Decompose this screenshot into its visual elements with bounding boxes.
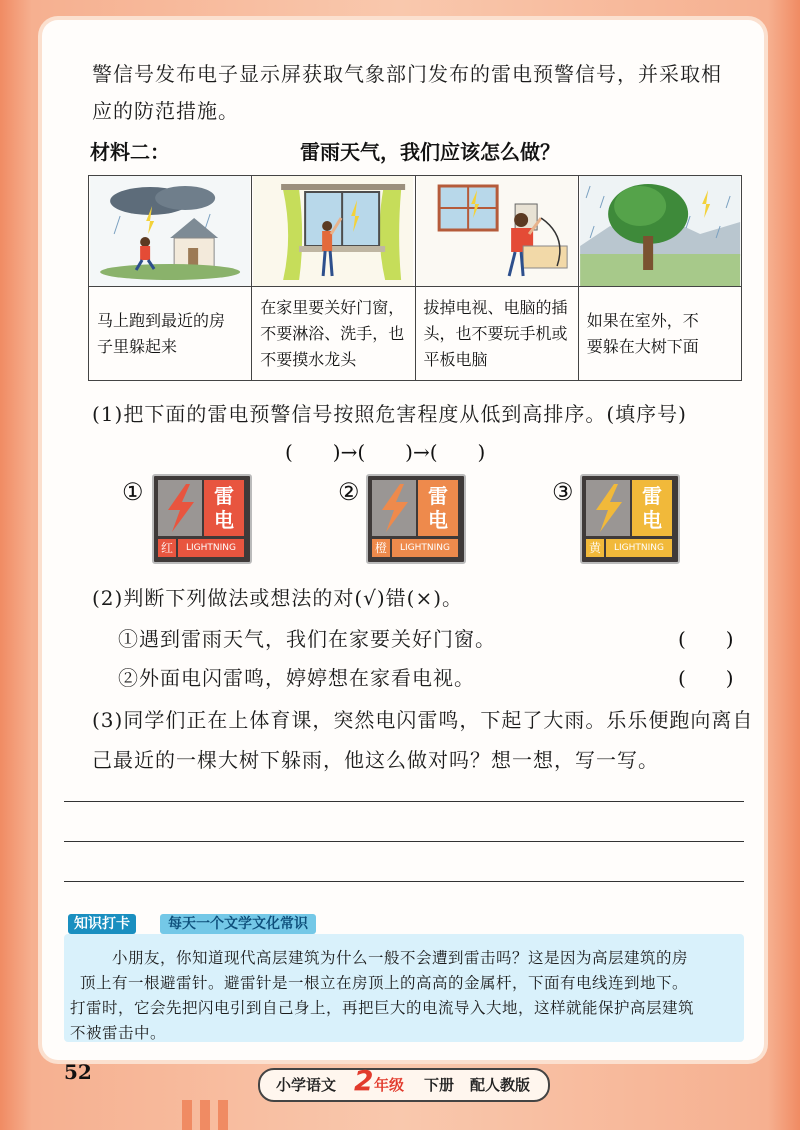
lightning-bolt-icon (586, 480, 630, 536)
ordering-blanks[interactable]: ( )→( )→( ) (285, 440, 486, 464)
footer-banner (258, 1064, 550, 1102)
signal-level: 黄 (586, 539, 604, 557)
knowledge-subtitle: 每天一个文学文化常识 (160, 914, 316, 934)
knowledge-body (64, 934, 744, 1042)
signal-number-3: ③ (552, 478, 574, 506)
footer-subject: 小学语文 (276, 1076, 337, 1094)
intro-line-1: 警信号发布电子显示屏获取气象部门发布的雷电预警信号，并采取相 (92, 62, 722, 86)
intro-line-2: 应的防范措施。 (92, 99, 239, 123)
lightning-bolt-icon (158, 480, 202, 536)
question-2-text: (2)判断下列做法或想法的对(√)错(×)。 (92, 586, 464, 610)
signal-word: LIGHTNING (606, 539, 672, 557)
caption-line: 马上跑到最近的房 (97, 310, 226, 330)
signal-word: LIGHTNING (392, 539, 458, 557)
running-to-house-illustration (89, 176, 251, 286)
caption-line: 在家里要关好门窗， (260, 297, 405, 317)
caption-cell-1 (89, 287, 252, 381)
picture-cell-3 (415, 176, 578, 287)
caption-line: 不要摸水龙头 (260, 349, 357, 369)
signal-chars: 雷 电 (418, 480, 458, 536)
footer-grade-text: 年级 (374, 1076, 405, 1094)
caption-line: 平板电脑 (423, 349, 488, 369)
closing-window-illustration (252, 176, 414, 286)
footer-edition: 配人教版 (470, 1076, 531, 1094)
signal-chars: 雷 电 (204, 480, 244, 536)
safety-table (88, 175, 742, 381)
signal-level: 红 (158, 539, 176, 557)
question-3-line-2: 己最近的一棵大树下躲雨，他这么做对吗？想一想，写一写。 (92, 748, 659, 772)
answer-paren-2[interactable]: ( ) (678, 666, 734, 690)
picture-cell-2 (252, 176, 415, 287)
writing-line-1[interactable] (64, 801, 744, 802)
writing-line-2[interactable] (64, 841, 744, 842)
caption-line: 如果在室外，不 (586, 310, 699, 330)
lightning-signal-red (152, 474, 252, 564)
question-2-item-1: ①遇到雷雨天气，我们在家要关好门窗。 (118, 627, 496, 651)
lightning-signal-orange (366, 474, 466, 564)
picture-cell-4 (578, 176, 741, 287)
caption-cell-3 (415, 287, 578, 381)
material-title: 雷雨天气，我们应该怎么做？ (300, 140, 560, 164)
knowledge-box (64, 912, 744, 1042)
knowledge-tag: 知识打卡 (68, 914, 136, 934)
caption-line: 头，也不要玩手机或 (423, 323, 568, 343)
signal-word: LIGHTNING (178, 539, 244, 557)
caption-cell-4 (578, 287, 741, 381)
lightning-bolt-icon (372, 480, 416, 536)
knowledge-line-4: 不被雷击中。 (70, 1024, 167, 1042)
binding-tabs (180, 1100, 240, 1130)
caption-cell-2 (252, 287, 415, 381)
question-1-text: (1)把下面的雷电预警信号按照危害程度从低到高排序。(填序号) (92, 402, 687, 426)
picture-cell-1 (89, 176, 252, 287)
tree-in-rain-illustration (579, 176, 741, 286)
material-label: 材料二： (90, 140, 170, 164)
unplugging-illustration (416, 176, 578, 286)
footer-term: 下册 (424, 1076, 455, 1094)
caption-line: 要躲在大树下面 (586, 336, 699, 356)
signal-level: 橙 (372, 539, 390, 557)
footer-grade-number: 2 (354, 1064, 374, 1097)
knowledge-line-1: 小朋友，你知道现代高层建筑为什么一般不会遭到雷击吗？这是因为高层建筑的房 (112, 949, 689, 967)
caption-line: 拔掉电视、电脑的插 (423, 297, 568, 317)
signal-chars: 雷 电 (632, 480, 672, 536)
knowledge-tag-bar (64, 912, 364, 936)
caption-line: 不要淋浴、洗手，也 (260, 323, 405, 343)
lightning-signal-yellow (580, 474, 680, 564)
knowledge-line-3: 打雷时，它会先把闪电引到自己身上，再把巨大的电流导入大地，这样就能保护高层建筑 (70, 999, 695, 1017)
knowledge-line-2: 顶上有一根避雷针。避雷针是一根立在房顶上的高高的金属杆，下面有电线连到地下。 (80, 974, 689, 992)
page-number: 52 (64, 1060, 92, 1084)
writing-line-3[interactable] (64, 881, 744, 882)
answer-paren-1[interactable]: ( ) (678, 627, 734, 651)
question-2-item-2: ②外面电闪雷鸣，婷婷想在家看电视。 (118, 666, 475, 690)
question-3-line-1: (3)同学们正在上体育课，突然电闪雷鸣，下起了大雨。乐乐便跑向离自 (92, 708, 754, 732)
caption-line: 子里躲起来 (97, 336, 178, 356)
signal-number-1: ① (122, 478, 144, 506)
signal-number-2: ② (338, 478, 360, 506)
